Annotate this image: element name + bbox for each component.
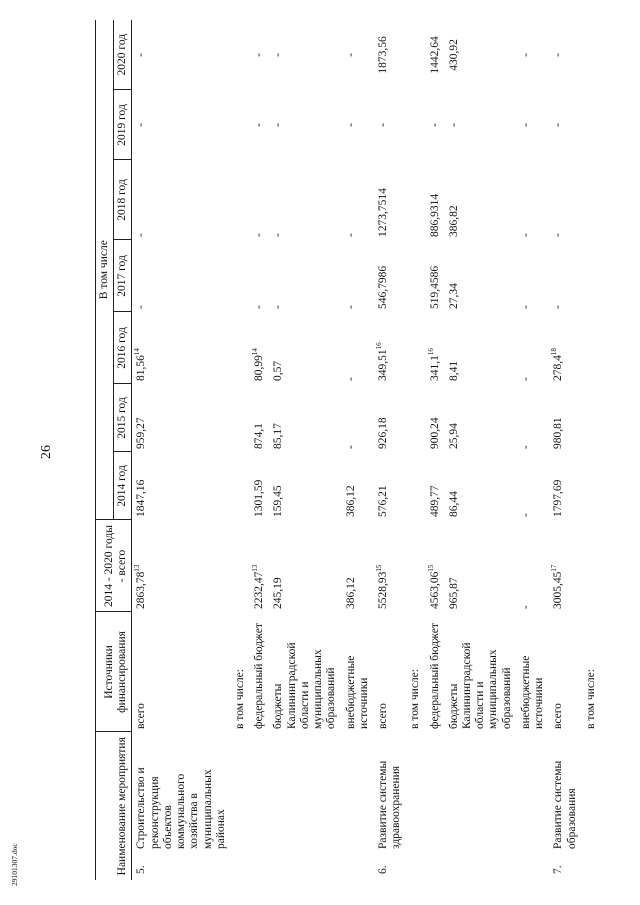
value-2017: - [135, 305, 148, 309]
total-2014-2020: 245,19 [272, 577, 285, 609]
value-2018: - [135, 233, 148, 237]
value-2018: - [272, 233, 285, 237]
row-number [445, 852, 517, 880]
funding-source: внебюджетные источники [344, 655, 370, 729]
header-including: В том числе [96, 20, 114, 520]
row-number: 5. [135, 865, 148, 874]
value-2016: 81,56$^{14}$ [133, 348, 148, 381]
value-2015: 959,27 [135, 417, 148, 449]
value-2019: - [272, 123, 285, 127]
footnote-ref: 13 [251, 564, 260, 572]
value-2015 [231, 384, 250, 452]
total-2014-2020: 4563,06$^{15}$ [426, 564, 441, 609]
value-2016: 349,51$^{16}$ [375, 342, 389, 381]
value-2014: 1301,59 [253, 479, 266, 517]
measure-name: Строительство и реконструкция объектов коммунального хозяйства в муниципальных районах [135, 767, 227, 849]
value-2020: - [519, 53, 532, 57]
measure-name: Развитие системы здравоохранения [376, 760, 403, 849]
value-2020 [231, 20, 250, 90]
value-2016 [406, 312, 425, 384]
table-row [549, 20, 581, 880]
measure-name [517, 732, 549, 852]
table-row [231, 20, 250, 880]
value-2016: - [519, 377, 532, 381]
value-2016 [231, 312, 250, 384]
row-number [269, 852, 341, 880]
value-2017: 546,7986 [376, 265, 389, 309]
value-2016 [582, 312, 601, 384]
value-2016: - [344, 377, 357, 381]
row-number: 7. [552, 865, 565, 874]
value-2014: 1797,69 [552, 479, 565, 517]
value-2015: - [519, 445, 532, 449]
total-2014-2020: 2232,47$^{13}$ [251, 564, 266, 609]
funding-source: всего [552, 703, 565, 729]
header-total: 2014 - 2020 годы - всего [96, 520, 132, 612]
measure-name [445, 732, 517, 852]
footnote-ref: 15 [426, 564, 435, 572]
value-2019 [406, 90, 425, 160]
funding-source: в том числе: [409, 669, 422, 729]
footnote-ref: 18 [550, 348, 559, 356]
table-row [269, 20, 341, 880]
value-2017: - [519, 305, 532, 309]
value-2014: 386,12 [344, 485, 357, 517]
header-sources: Источники финансирования [96, 612, 132, 732]
measure-name [342, 732, 374, 852]
measure-name [250, 732, 269, 852]
value-2015: 926,18 [376, 417, 389, 449]
header-year-2014: 2014 год [114, 452, 132, 520]
row-number: 6. [376, 865, 389, 874]
value-2018: 386,82 [447, 205, 460, 237]
document-footer: 29101307.doc [10, 843, 19, 886]
value-2018: 886,9314 [428, 193, 441, 237]
total-2014-2020 [582, 520, 601, 612]
value-2020: - [272, 53, 285, 57]
value-2015 [582, 384, 601, 452]
value-2018 [231, 160, 250, 240]
header-year-2019: 2019 год [114, 90, 132, 160]
value-2017: 27,34 [447, 283, 460, 309]
value-2018: - [253, 233, 266, 237]
value-2019: - [344, 123, 357, 127]
funding-source: федеральный бюджет [253, 623, 266, 729]
value-2019: - [376, 123, 389, 127]
table-row [406, 20, 425, 880]
total-2014-2020: 386,12 [344, 577, 357, 609]
funding-source: внебюджетные источники [519, 655, 546, 729]
value-2018: - [519, 233, 532, 237]
total-2014-2020: 965,87 [447, 577, 460, 609]
table-row [250, 20, 269, 880]
value-2018: 1273,7514 [376, 188, 389, 237]
header-year-2015: 2015 год [114, 384, 132, 452]
value-2019 [231, 90, 250, 160]
value-2017: - [552, 305, 565, 309]
value-2015: - [344, 445, 357, 449]
header-name: Наименование мероприятия [96, 732, 132, 880]
table-row [445, 20, 517, 880]
row-number [342, 852, 374, 880]
value-2019: - [552, 123, 565, 127]
measure-name [269, 732, 341, 852]
rotated-page [95, 20, 615, 880]
row-number [406, 852, 425, 880]
value-2018: - [344, 233, 357, 237]
header-year-2020: 2020 год [114, 20, 132, 90]
value-2019: - [428, 123, 441, 127]
value-2020: 430,92 [447, 39, 460, 71]
value-2014: 86,44 [447, 491, 460, 517]
footnote-ref: 13 [133, 564, 142, 572]
table-body [132, 20, 601, 880]
value-2017: - [344, 305, 357, 309]
value-2016: 0,57 [272, 360, 285, 381]
value-2014: - [519, 513, 532, 517]
value-2016: 80,99$^{14}$ [251, 348, 266, 381]
footnote-ref: 16 [375, 342, 384, 350]
measure-name [426, 732, 445, 852]
row-number [517, 852, 549, 880]
value-2020: - [135, 53, 148, 57]
value-2019: - [135, 123, 148, 127]
value-2014: 159,45 [272, 485, 285, 517]
measure-name [406, 732, 425, 852]
total-2014-2020: 2863,78$^{13}$ [133, 564, 148, 609]
value-2017: - [253, 305, 266, 309]
value-2017 [231, 240, 250, 312]
funding-source: в том числе: [584, 669, 597, 729]
value-2017 [406, 240, 425, 312]
value-2014: 1847,16 [135, 479, 148, 517]
value-2019: - [519, 123, 532, 127]
value-2015: 900,24 [428, 417, 441, 449]
financing-table [95, 20, 601, 880]
value-2014 [406, 452, 425, 520]
total-2014-2020 [231, 520, 250, 612]
value-2020 [582, 20, 601, 90]
value-2015: 980,81 [552, 417, 565, 449]
value-2019 [582, 90, 601, 160]
footnote-ref: 14 [251, 348, 260, 356]
table-row [426, 20, 445, 880]
value-2015: 85,17 [272, 423, 285, 449]
value-2020: - [253, 53, 266, 57]
table-row [517, 20, 549, 880]
footnote-ref: 17 [550, 564, 559, 572]
value-2020: 1873,56 [376, 36, 389, 74]
measure-name [231, 732, 250, 852]
value-2014 [582, 452, 601, 520]
value-2020: - [552, 53, 565, 57]
funding-source: бюджеты Калининградской области и муниципальных образований [447, 642, 513, 729]
total-2014-2020 [406, 520, 425, 612]
header-year-2016: 2016 год [114, 312, 132, 384]
value-2017 [582, 240, 601, 312]
table-row [374, 20, 406, 880]
funding-source: в том числе: [233, 669, 246, 729]
footnote-ref: 16 [426, 348, 435, 356]
measure-name: Развитие системы образования [552, 760, 578, 849]
value-2015: 874,1 [253, 423, 266, 449]
value-2016: 8,41 [447, 360, 460, 381]
page-number: 26 [39, 445, 54, 459]
value-2016: 341,1$^{16}$ [426, 348, 441, 381]
funding-source: федеральный бюджет [428, 623, 441, 729]
value-2019: - [253, 123, 266, 127]
value-2018: - [552, 233, 565, 237]
row-number [582, 852, 601, 880]
value-2014: 576,21 [376, 485, 389, 517]
value-2017: - [272, 305, 285, 309]
value-2019: - [447, 123, 460, 127]
row-number [231, 852, 250, 880]
header-year-2017: 2017 год [114, 240, 132, 312]
total-2014-2020: - [519, 605, 532, 609]
value-2018 [582, 160, 601, 240]
total-2014-2020: 5528,93$^{15}$ [375, 564, 389, 609]
header-year-2018: 2018 год [114, 160, 132, 240]
value-2015 [406, 384, 425, 452]
funding-source: всего [376, 703, 389, 729]
value-2017: 519,4586 [428, 265, 441, 309]
total-2014-2020: 3005,45$^{17}$ [550, 564, 565, 609]
funding-source: всего [135, 703, 148, 729]
value-2014: 489,77 [428, 485, 441, 517]
value-2020: - [344, 53, 357, 57]
table-row [582, 20, 601, 880]
value-2015: 25,94 [447, 423, 460, 449]
value-2016: 278,4$^{18}$ [550, 348, 565, 381]
row-number [426, 852, 445, 880]
measure-name [582, 732, 601, 852]
footnote-ref: 15 [375, 564, 384, 572]
footnote-ref: 14 [133, 348, 142, 356]
table-row [132, 20, 231, 880]
funding-source: бюджеты Калининградской области и муниципальных образований [272, 642, 338, 729]
value-2020: 1442,64 [428, 36, 441, 74]
value-2014 [231, 452, 250, 520]
value-2020 [406, 20, 425, 90]
row-number [250, 852, 269, 880]
value-2018 [406, 160, 425, 240]
table-row [342, 20, 374, 880]
